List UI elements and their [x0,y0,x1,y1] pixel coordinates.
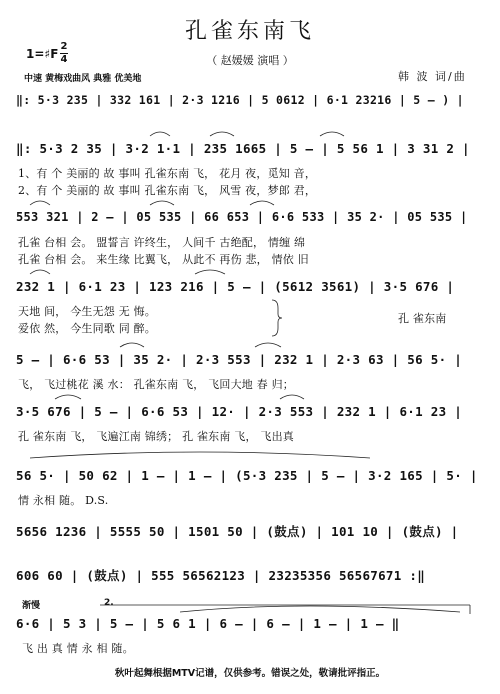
lyric-line-6: 孔 雀东南 飞， 飞遍江南 锦绣； 孔 雀东南 飞， 飞出真 [18,430,294,443]
score-row-6: 3·5 676 | 5 – | 6·6 53 | 12· | 2·3 553 | 232 1 | 6·1 23 | [16,404,463,419]
score-row-2: ‖: 5·3 2 35 | 3·2 1·1 | 235 1665 | 5 – | 5 56 1 | 3 31 2 | [16,141,470,156]
time-bottom: 4 [60,54,68,65]
brace [272,300,282,336]
lyric-line-3a: 孔雀 台相 会。 盟誓言 许终生， 人间千 古绝配， 情缠 绵 [18,236,306,249]
lyric-line-3b: 孔雀 台相 会。 来生缘 比翼飞， 从此不 再伤 悲， 情依 旧 [18,253,309,266]
transcriber-note: 秋叶起舞根据MTV记谱，仅供参考。错误之处，敬请批评指正。 [114,668,386,679]
slur [150,201,174,205]
phrase-tie [30,452,370,458]
slur [210,132,234,136]
slur [150,132,170,136]
lyric-line-4a: 天地 间， 今生无怨 无 悔。 [18,305,156,318]
score-row-7: 56 5· | 50 62 | 1 – | 1 – | (5·3 235 | 5 – | 3·2 165 | 5· | [16,468,478,483]
phrase-tie [180,606,460,612]
lyric-verse-1: 1、有 个 美丽的 故 事叫 孔雀东南 飞， 花月 夜，觅知 音， [18,167,317,180]
slur [55,395,81,399]
slur [320,132,344,136]
lyricist-composer: 韩 波 词/曲 [398,70,467,83]
lyric-verse-2: 2、有 个 美丽的 故 事叫 孔雀东南 飞， 风雪 夜，梦郎 君， [18,184,317,197]
second-ending-mark: 2. [104,598,114,608]
score-row-1: ‖: 5·3 235 | 332 161 | 2·3 1216 | 5 0612 | 6·1 23216 | 5 – ) | [16,93,464,107]
tempo-slowing: 渐慢 [22,601,41,611]
lyric-line-7: 情 永相 随。 D.S. [18,494,109,507]
slur [30,270,50,274]
lyric-line-4b: 爱依 然， 今生同歌 同 醉。 [18,322,156,335]
key-signature: 1=♯F [26,47,59,61]
slur [195,270,225,274]
tempo-marking: 中速 黄梅戏曲风 典雅 优美地 [24,74,142,84]
score-row-5: 5 – | 6·6 53 | 35 2· | 2·3 553 | 232 1 | 2·3 63 | 56 5· | [16,352,463,367]
score-row-8: 5656 1236 | 5555 50 | 1501 50 | (鼓点) | 101 10 | (鼓点) | [16,524,459,539]
score-row-4: 232 1 | 6·1 23 | 123 216 | 5 – | (5612 3561) | 3·5 676 | [16,279,455,294]
score-row-3: 553 321 | 2 – | 05 535 | 66 653 | 6·6 533 | 35 2· | 05 535 | [16,210,468,224]
slur [120,343,144,347]
song-title: 孔雀东南飞 [184,19,315,44]
slur [250,201,274,205]
score-row-9: 606 60 | (鼓点) | 555 56562123 | 23235356 56567671 :‖ [16,568,426,583]
lyric-line-4c: 孔 雀东南 [398,312,447,325]
lyric-line-5: 飞， 飞过桃花 溪 水： 孔雀东南 飞， 飞回大地 春 归； [18,378,294,391]
slur [30,201,50,205]
time-signature [60,42,68,65]
performer-subtitle: （ 赵媛媛 演唱 ） [206,54,294,67]
score-row-10: 6·6 | 5 3 | 5 – | 5 6 1 | 6 – | 6 – | 1 – | 1 – ‖ [16,616,400,631]
lyric-line-10: 飞 出 真 情 永 相 随。 [22,642,134,655]
slur [280,395,304,399]
slur [255,343,281,347]
time-top: 2 [60,41,68,52]
